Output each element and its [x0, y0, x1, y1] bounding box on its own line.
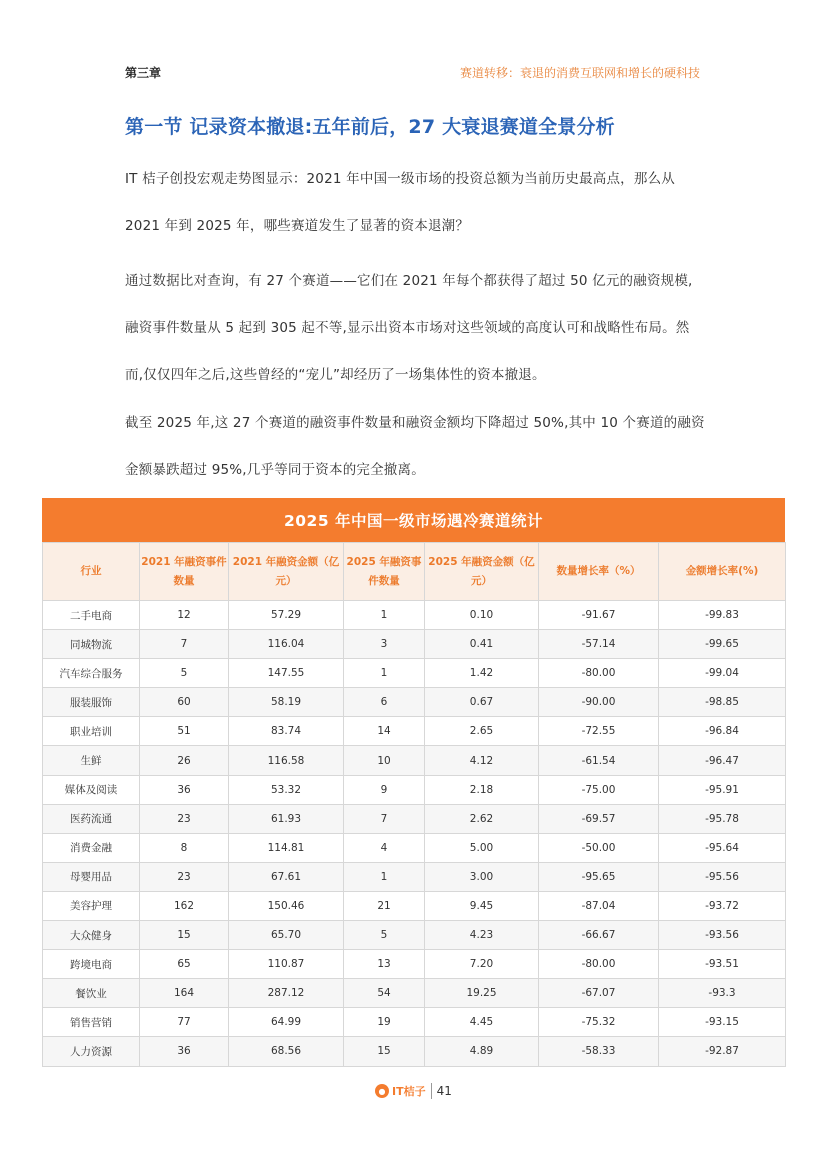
cell-2025-count: 9 — [344, 775, 425, 804]
cell-2021-amount: 150.46 — [229, 891, 344, 920]
cell-2025-amount: 3.00 — [425, 862, 539, 891]
cell-amount-growth: -93.56 — [659, 921, 786, 950]
column-header-2025-amount: 2025 年融资金额（亿元） — [425, 543, 539, 601]
cell-count-growth: -90.00 — [539, 688, 659, 717]
cell-industry: 美容护理 — [43, 891, 140, 920]
cell-amount-growth: -98.85 — [659, 688, 786, 717]
cell-2021-amount: 116.58 — [229, 746, 344, 775]
cell-2021-count: 26 — [140, 746, 229, 775]
cell-count-growth: -80.00 — [539, 659, 659, 688]
cell-2025-count: 1 — [344, 659, 425, 688]
cell-2021-count: 36 — [140, 775, 229, 804]
cell-2025-count: 4 — [344, 833, 425, 862]
cell-2021-count: 36 — [140, 1037, 229, 1066]
cell-2021-amount: 116.04 — [229, 630, 344, 659]
cell-amount-growth: -96.84 — [659, 717, 786, 746]
cell-2025-amount: 5.00 — [425, 833, 539, 862]
cell-2025-amount: 4.12 — [425, 746, 539, 775]
cell-2021-count: 7 — [140, 630, 229, 659]
cell-2021-amount: 57.29 — [229, 601, 344, 630]
cell-amount-growth: -95.56 — [659, 862, 786, 891]
cell-2021-count: 5 — [140, 659, 229, 688]
cell-count-growth: -67.07 — [539, 979, 659, 1008]
cell-amount-growth: -99.65 — [659, 630, 786, 659]
cell-count-growth: -91.67 — [539, 601, 659, 630]
logo-text: IT桔子 — [392, 1085, 426, 1098]
table-row — [43, 688, 786, 717]
cell-2025-count: 14 — [344, 717, 425, 746]
cell-2025-amount: 0.41 — [425, 630, 539, 659]
cell-2025-count: 19 — [344, 1008, 425, 1037]
chapter-subtitle: 赛道转移：衰退的消费互联网和增长的硬科技 — [459, 66, 700, 80]
cell-2025-amount: 4.89 — [425, 1037, 539, 1066]
cell-2025-amount: 2.62 — [425, 804, 539, 833]
cell-2021-count: 8 — [140, 833, 229, 862]
cell-count-growth: -58.33 — [539, 1037, 659, 1066]
paragraph-conclusion: 截至 2025 年,这 27 个赛道的融资事件数量和融资金额均下降超过 50%,其中 10 个赛道的融资金额暴跌超过 95%,几乎等同于资本的完全撤离。 — [125, 415, 705, 478]
cell-amount-growth: -93.3 — [659, 979, 786, 1008]
cell-amount-growth: -96.47 — [659, 746, 786, 775]
cell-2025-count: 6 — [344, 688, 425, 717]
cell-count-growth: -75.00 — [539, 775, 659, 804]
cell-amount-growth: -99.04 — [659, 659, 786, 688]
cell-2025-count: 15 — [344, 1037, 425, 1066]
cell-2021-amount: 61.93 — [229, 804, 344, 833]
cell-industry: 消费金融 — [43, 833, 140, 862]
cell-count-growth: -57.14 — [539, 630, 659, 659]
cell-count-growth: -72.55 — [539, 717, 659, 746]
cell-count-growth: -61.54 — [539, 746, 659, 775]
cell-2021-count: 162 — [140, 891, 229, 920]
cell-2021-amount: 83.74 — [229, 717, 344, 746]
column-header-amount-growth: 金额增长率(%) — [659, 543, 786, 601]
table-row — [43, 921, 786, 950]
cell-2025-amount: 4.23 — [425, 921, 539, 950]
cell-2025-count: 5 — [344, 921, 425, 950]
cell-industry: 服装服饰 — [43, 688, 140, 717]
cell-amount-growth: -95.64 — [659, 833, 786, 862]
cell-2025-amount: 2.65 — [425, 717, 539, 746]
cell-amount-growth: -93.15 — [659, 1008, 786, 1037]
cell-count-growth: -66.67 — [539, 921, 659, 950]
cell-amount-growth: -93.72 — [659, 891, 786, 920]
cell-2021-count: 23 — [140, 862, 229, 891]
cell-2025-count: 21 — [344, 891, 425, 920]
table-row — [43, 659, 786, 688]
cell-industry: 餐饮业 — [43, 979, 140, 1008]
cell-count-growth: -50.00 — [539, 833, 659, 862]
cell-amount-growth: -99.83 — [659, 601, 786, 630]
table-row — [43, 717, 786, 746]
cell-2025-count: 7 — [344, 804, 425, 833]
cell-industry: 汽车综合服务 — [43, 659, 140, 688]
cell-2021-amount: 68.56 — [229, 1037, 344, 1066]
table-row — [43, 891, 786, 920]
cell-industry: 大众健身 — [43, 921, 140, 950]
cell-amount-growth: -95.78 — [659, 804, 786, 833]
cell-industry: 同城物流 — [43, 630, 140, 659]
table-row — [43, 833, 786, 862]
cell-industry: 生鲜 — [43, 746, 140, 775]
cell-industry: 销售营销 — [43, 1008, 140, 1037]
column-header-2021-count: 2021 年融资事件数量 — [140, 543, 229, 601]
cell-2021-count: 12 — [140, 601, 229, 630]
cell-2025-amount: 7.20 — [425, 950, 539, 979]
stats-table — [42, 542, 786, 1067]
cell-industry: 媒体及阅读 — [43, 775, 140, 804]
cell-2021-amount: 53.32 — [229, 775, 344, 804]
cell-2021-amount: 147.55 — [229, 659, 344, 688]
cell-2021-count: 77 — [140, 1008, 229, 1037]
cell-2025-amount: 9.45 — [425, 891, 539, 920]
cell-2021-count: 15 — [140, 921, 229, 950]
cell-industry: 职业培训 — [43, 717, 140, 746]
cell-industry: 二手电商 — [43, 601, 140, 630]
stats-table-container — [42, 498, 785, 1067]
itjuzi-logo — [375, 1083, 426, 1099]
cell-2021-amount: 67.61 — [229, 862, 344, 891]
cell-industry: 人力资源 — [43, 1037, 140, 1066]
cell-amount-growth: -93.51 — [659, 950, 786, 979]
column-header-count-growth: 数量增长率（%） — [539, 543, 659, 601]
cell-2021-amount: 58.19 — [229, 688, 344, 717]
table-row — [43, 1037, 786, 1066]
column-header-industry: 行业 — [43, 543, 140, 601]
column-header-2021-amount: 2021 年融资金额（亿元） — [229, 543, 344, 601]
cell-2021-count: 23 — [140, 804, 229, 833]
column-header-2025-count: 2025 年融资事件数量 — [344, 543, 425, 601]
cell-2025-amount: 19.25 — [425, 979, 539, 1008]
cell-2021-amount: 110.87 — [229, 950, 344, 979]
chapter-label: 第三章 — [125, 66, 162, 80]
cell-2025-amount: 0.10 — [425, 601, 539, 630]
cell-industry: 跨境电商 — [43, 950, 140, 979]
table-row — [43, 950, 786, 979]
cell-2021-amount: 287.12 — [229, 979, 344, 1008]
cell-2021-amount: 64.99 — [229, 1008, 344, 1037]
footer-divider — [431, 1083, 432, 1099]
cell-amount-growth: -92.87 — [659, 1037, 786, 1066]
cell-2021-amount: 65.70 — [229, 921, 344, 950]
table-row — [43, 862, 786, 891]
section-title: 第一节 记录资本撤退:五年前后，27 大衰退赛道全景分析 — [125, 116, 615, 138]
cell-2025-count: 1 — [344, 601, 425, 630]
cell-amount-growth: -95.91 — [659, 775, 786, 804]
cell-2025-count: 3 — [344, 630, 425, 659]
cell-2021-count: 51 — [140, 717, 229, 746]
cell-2025-amount: 2.18 — [425, 775, 539, 804]
table-row — [43, 804, 786, 833]
cell-count-growth: -80.00 — [539, 950, 659, 979]
cell-2021-count: 164 — [140, 979, 229, 1008]
table-row — [43, 979, 786, 1008]
cell-2025-count: 10 — [344, 746, 425, 775]
cell-2021-count: 65 — [140, 950, 229, 979]
table-row — [43, 630, 786, 659]
page-footer — [0, 1083, 827, 1099]
table-body — [43, 601, 786, 1067]
cell-count-growth: -69.57 — [539, 804, 659, 833]
paragraph-analysis: 通过数据比对查询，有 27 个赛道——它们在 2021 年每个都获得了超过 50 亿元的融资规模,融资事件数量从 5 起到 305 起不等,显示出资本市场对这些领域的高度认可和战略性布局。然而,仅仅四年之后,这些曾经的“宠儿”却经历了一场集体性的资本撤退。 — [125, 273, 693, 383]
cell-2025-count: 54 — [344, 979, 425, 1008]
table-title: 2025 年中国一级市场遇冷赛道统计 — [42, 498, 785, 542]
cell-2025-amount: 0.67 — [425, 688, 539, 717]
cell-2025-count: 1 — [344, 862, 425, 891]
table-header-row — [43, 543, 786, 601]
cell-2025-amount: 1.42 — [425, 659, 539, 688]
cell-count-growth: -75.32 — [539, 1008, 659, 1037]
cell-2025-amount: 4.45 — [425, 1008, 539, 1037]
paragraph-intro: IT 桔子创投宏观走势图显示：2021 年中国一级市场的投资总额为当前历史最高点，那么从 2021 年到 2025 年，哪些赛道发生了显著的资本退潮？ — [125, 171, 675, 234]
cell-industry: 医药流通 — [43, 804, 140, 833]
cell-2025-count: 13 — [344, 950, 425, 979]
table-row — [43, 746, 786, 775]
cell-2021-amount: 114.81 — [229, 833, 344, 862]
cell-count-growth: -95.65 — [539, 862, 659, 891]
orange-icon: ● — [375, 1084, 389, 1098]
table-row — [43, 775, 786, 804]
table-row — [43, 1008, 786, 1037]
page-number: 41 — [436, 1084, 452, 1098]
cell-2021-count: 60 — [140, 688, 229, 717]
cell-industry: 母婴用品 — [43, 862, 140, 891]
cell-count-growth: -87.04 — [539, 891, 659, 920]
table-row — [43, 601, 786, 630]
